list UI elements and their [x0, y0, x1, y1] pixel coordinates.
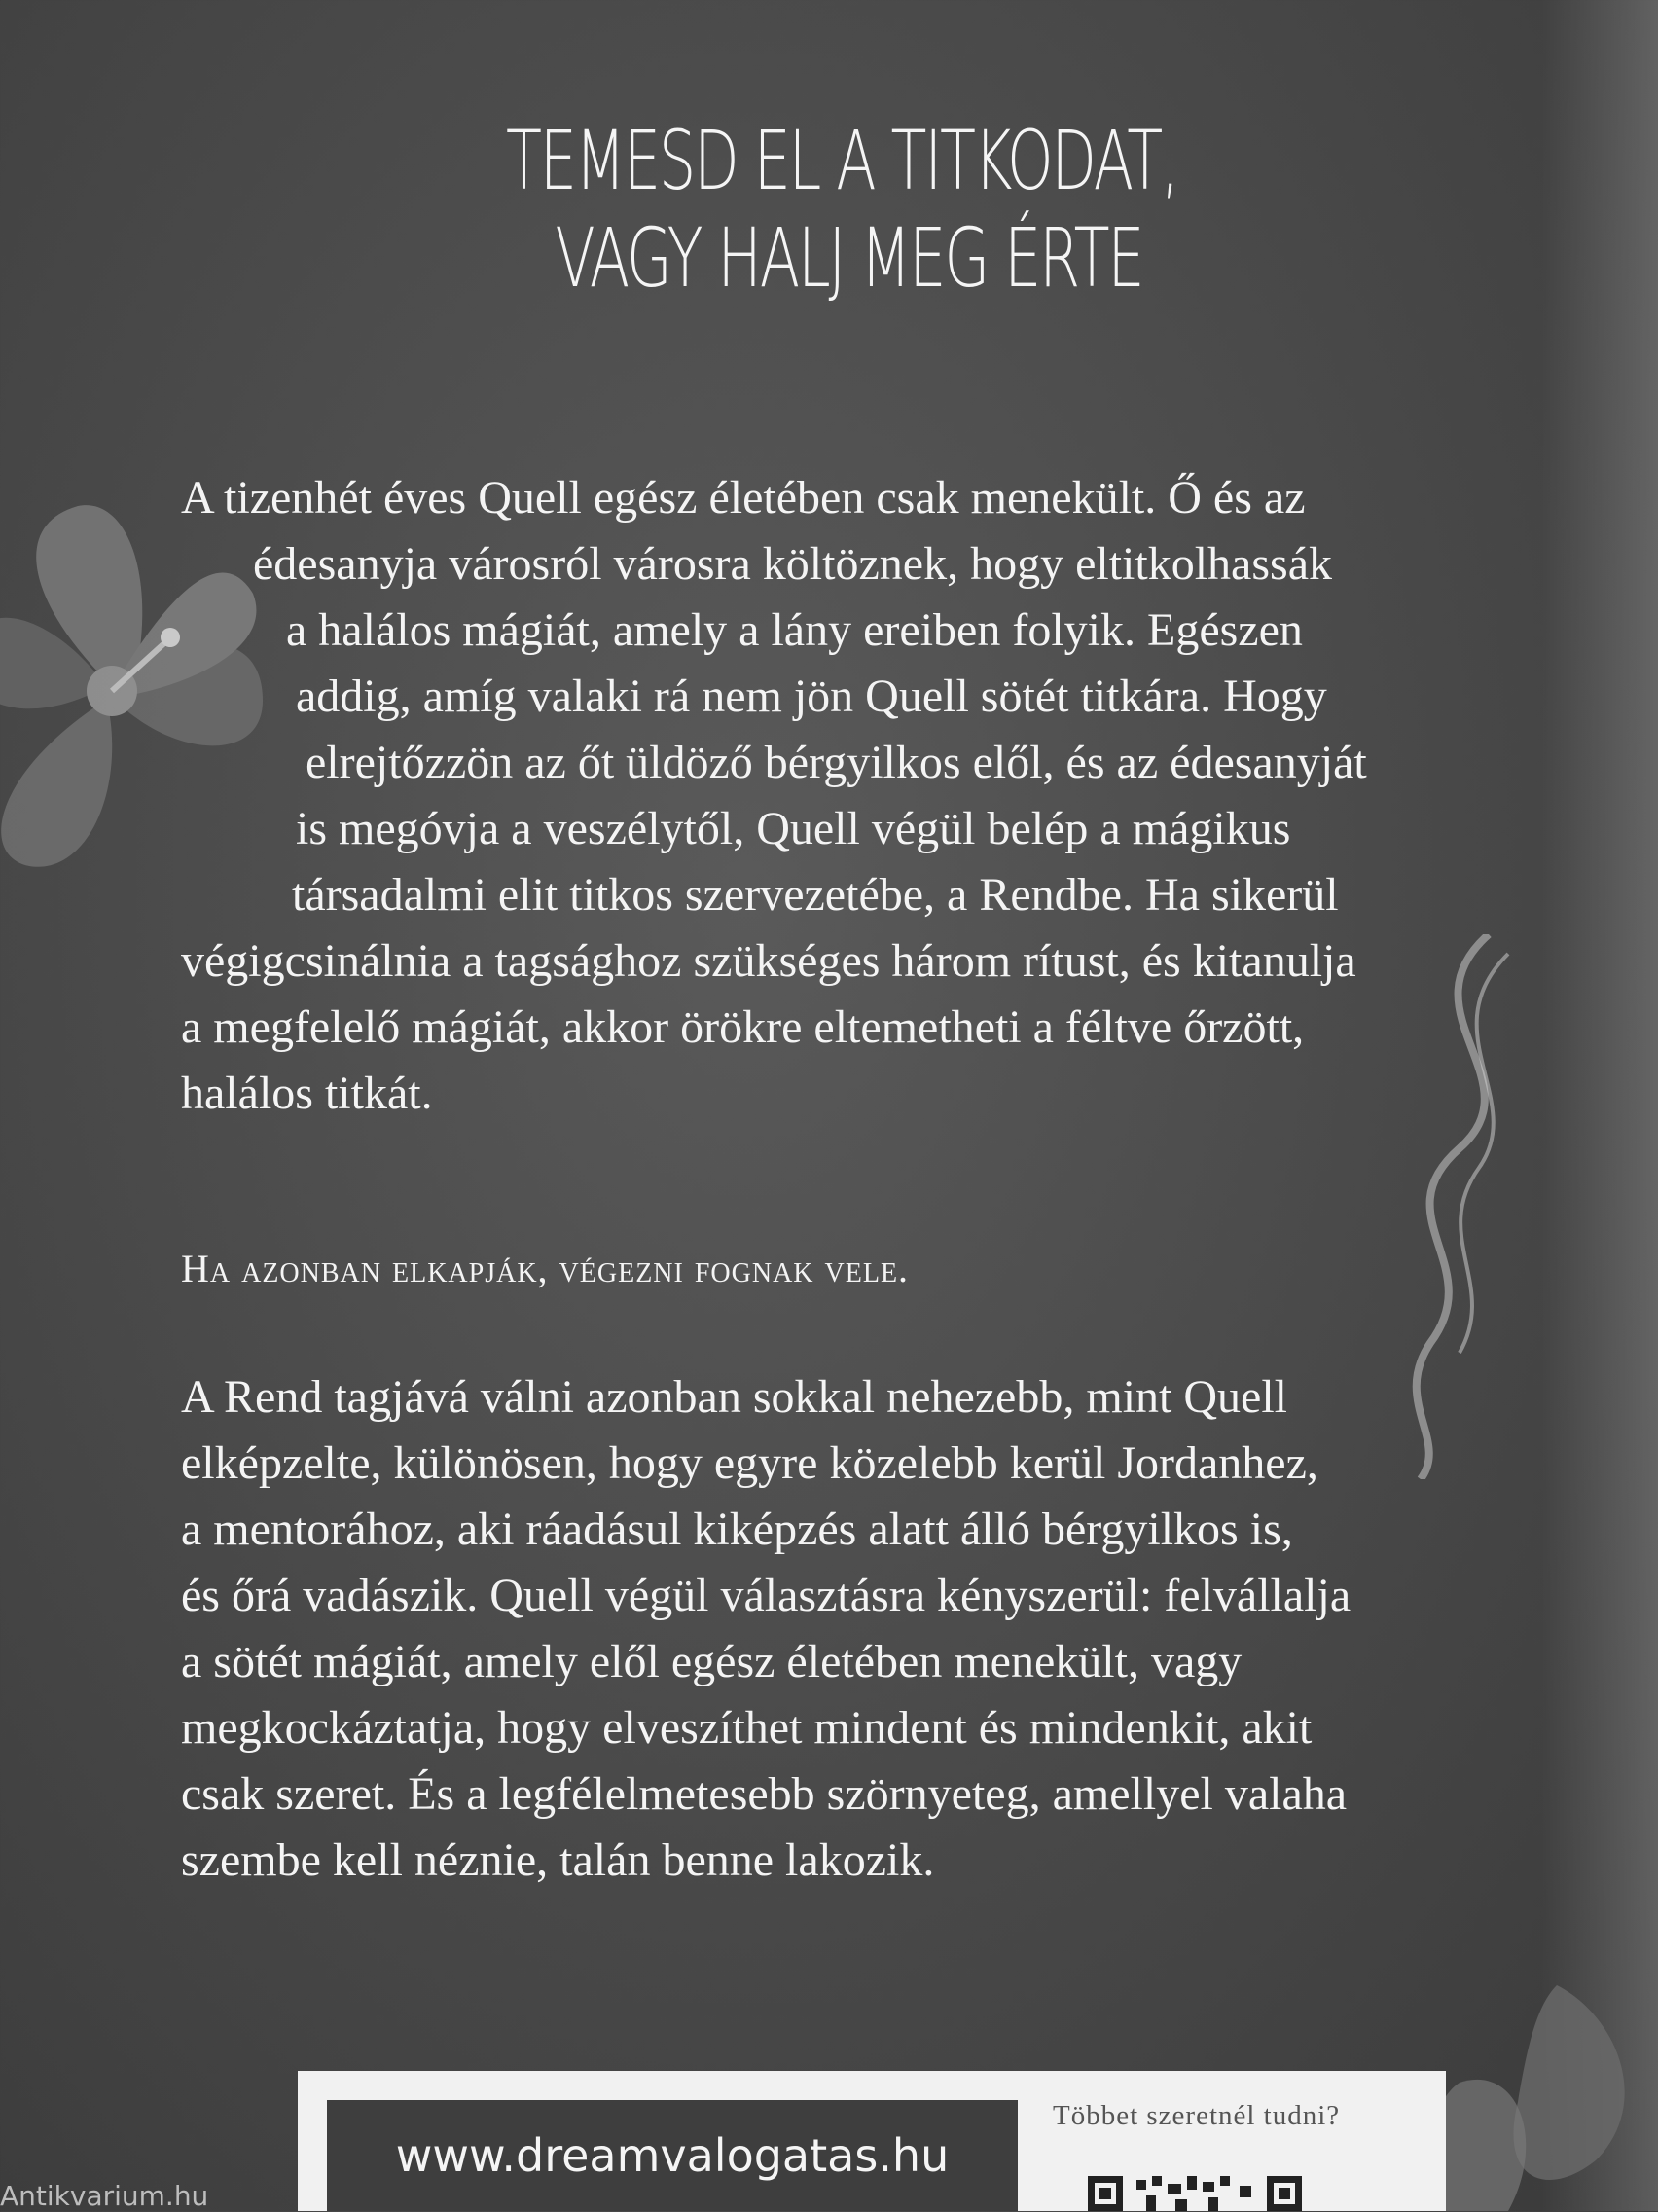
- text-line: A Rend tagjává válni azonban sokkal nehezebb, mint Quell: [181, 1371, 1287, 1423]
- headline-line-2: VAGY HALJ MEG ÉRTE: [555, 210, 1143, 306]
- text-line: társadalmi elit titkos szervezetébe, a Rendbe. Ha sikerül: [292, 869, 1339, 921]
- text-line: a mentorához, aki ráadásul kiképzés alatt álló bérgyilkos is,: [181, 1504, 1293, 1555]
- text-line: a sötét mágiát, amely elől egész életében menekült, vagy: [181, 1636, 1243, 1687]
- text-line: is megóvja a veszélytől, Quell végül belép a mágikus: [296, 803, 1291, 854]
- text-line: és őrá vadászik. Quell végül választásra kényszerül: felvállalja: [181, 1570, 1352, 1621]
- text-line: Ha azonban elkapják, végezni fognak vele.: [181, 1247, 910, 1290]
- text-line: a megfelelő mágiát, akkor örökre eltemetheti a féltve őrzött,: [181, 1001, 1305, 1053]
- text-line: a halálos mágiát, amely a lány ereiben folyik. Egészen: [286, 604, 1303, 656]
- text-line: addig, amíg valaki rá nem jön Quell sötét titkára. Hogy: [296, 671, 1327, 722]
- text-line: szembe kell néznie, talán benne lakozik.: [181, 1834, 935, 1886]
- synopsis-paragraph-1: [181, 465, 1621, 1127]
- text-line: elrejtőzzön az őt üldöző bérgyilkos elől, és az édesanyját: [306, 737, 1367, 788]
- text-line: édesanyja városról városra költöznek, hogy eltitkolhassák: [253, 538, 1333, 590]
- text-line: csak szeret. És a legfélelmetesebb szörnyeteg, amellyel valaha: [181, 1768, 1348, 1820]
- cover-headline: [506, 112, 1178, 307]
- publisher-url-link[interactable]: www.dreamvalogatas.hu: [327, 2100, 1018, 2211]
- text-line: elképzelte, különösen, hogy egyre közelebb kerül Jordanhez,: [181, 1437, 1318, 1489]
- qr-code-icon[interactable]: [1088, 2176, 1302, 2211]
- text-line: végigcsinálnia a tagsághoz szükséges három rítust, és kitanulja: [181, 935, 1356, 987]
- text-line: A tizenhét éves Quell egész életében csak menekült. Ő és az: [181, 472, 1306, 524]
- synopsis-paragraph-3: [181, 1364, 1621, 1894]
- headline-line-1: TEMESD EL A TITKODAT,: [506, 113, 1178, 208]
- synopsis-paragraph-2: [181, 1236, 1543, 1302]
- watermark-text: Antikvarium.hu: [0, 2180, 209, 2212]
- more-info-text: Többet szeretnél tudni?: [1053, 2100, 1341, 2131]
- publisher-footer: [298, 2071, 1446, 2211]
- text-line: megkockáztatja, hogy elveszíthet mindent és mindenkit, akit: [181, 1702, 1313, 1754]
- text-line: halálos titkát.: [181, 1068, 433, 1119]
